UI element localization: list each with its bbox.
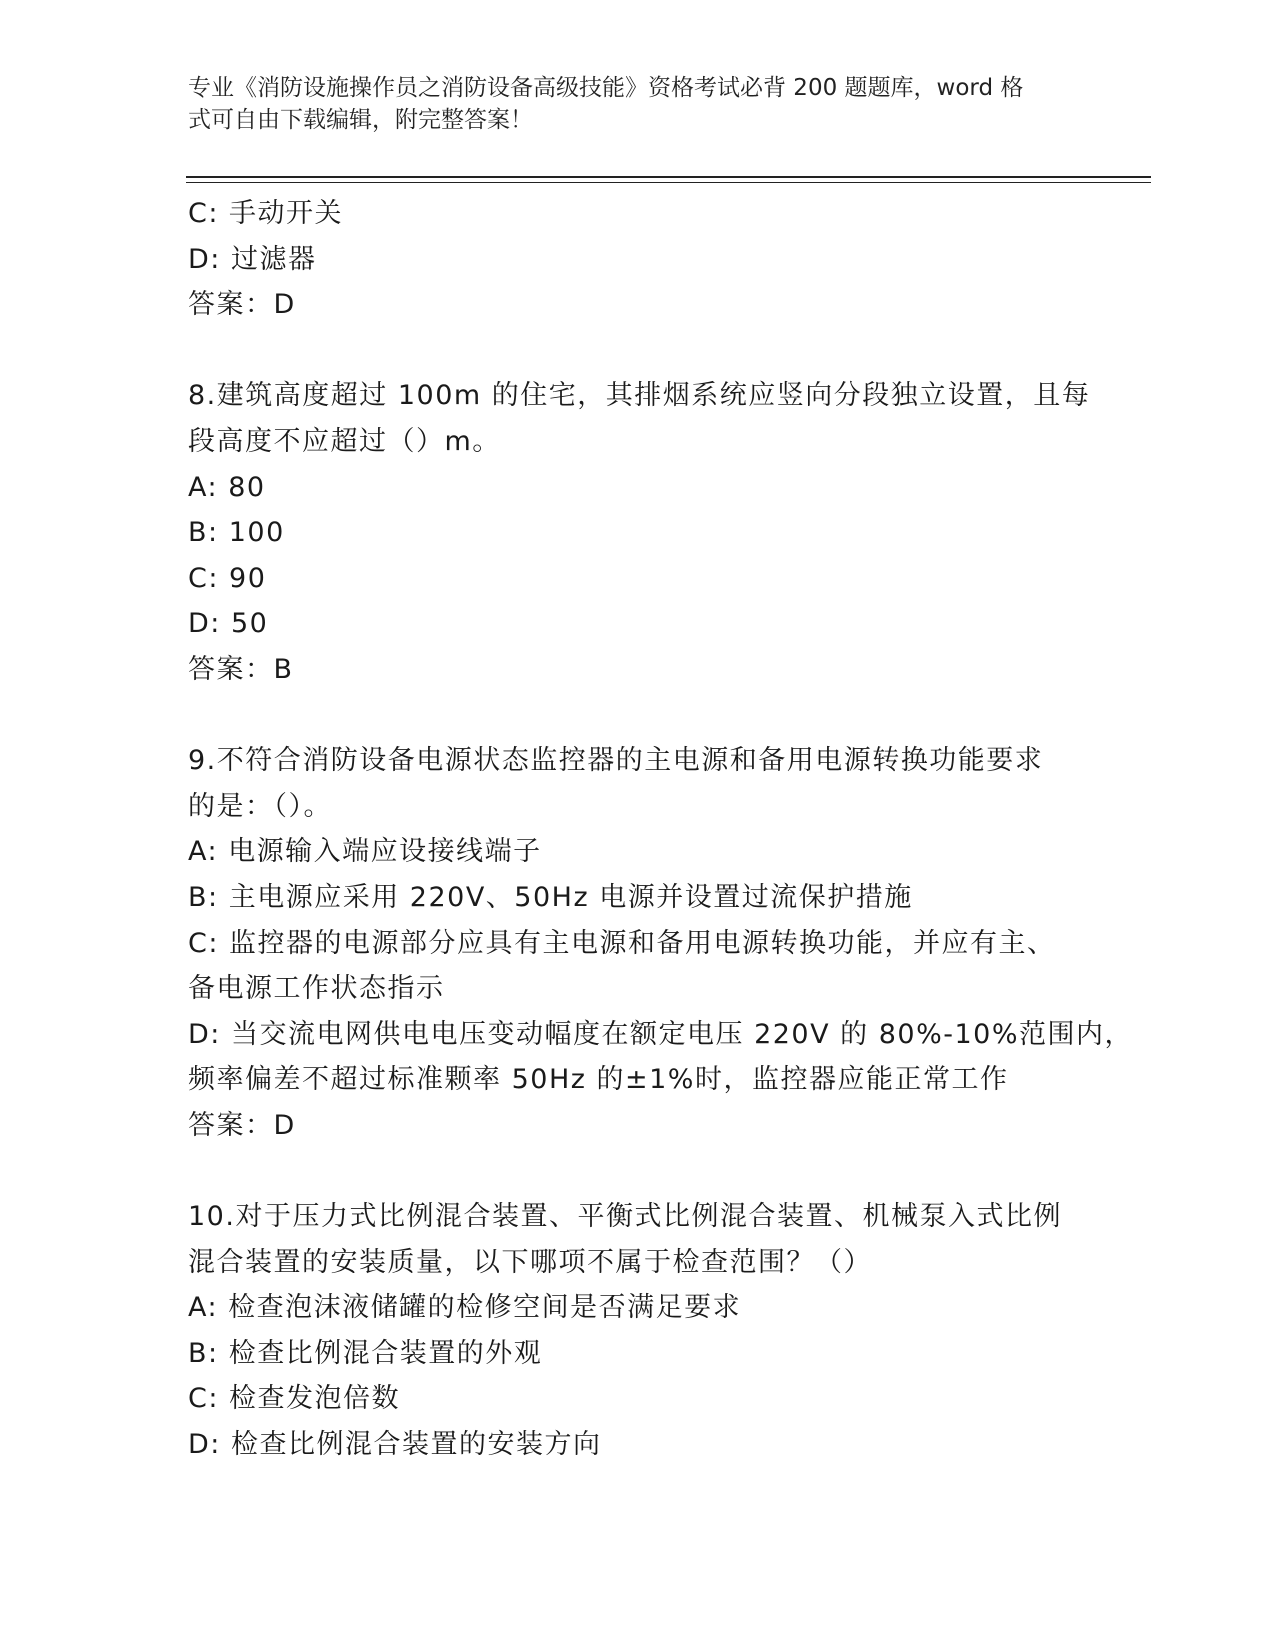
option-d: D: 当交流电网供电电压变动幅度在额定电压 220V 的 80%-10%范围内， [188, 1018, 1134, 1050]
answer-line: 答案：B [188, 653, 294, 685]
document-header [188, 72, 1068, 136]
option-b: B: 主电源应采用 220V、50Hz 电源并设置过流保护措施 [188, 881, 913, 913]
document-body [188, 191, 1134, 1468]
option-c: C: 监控器的电源部分应具有主电源和备用电源转换功能，并应有主、 [188, 927, 1056, 959]
option-d-continuation: 频率偏差不超过标准颗率 50Hz 的±1%时，监控器应能正常工作 [188, 1064, 1009, 1096]
header-rule-thin [186, 182, 1151, 183]
question-stem-line: 的是：（）。 [188, 790, 332, 822]
option-b: B: 检查比例混合装置的外观 [188, 1337, 543, 1369]
option-a: A: 检查泡沫液储罐的检修空间是否满足要求 [188, 1292, 742, 1324]
option-d: D: 过滤器 [188, 243, 317, 275]
question-stem-line: 9.不符合消防设备电源状态监控器的主电源和备用电源转换功能要求 [188, 745, 1044, 777]
answer-line: 答案：D [188, 1109, 296, 1141]
header-rule-thick [186, 176, 1151, 178]
option-a: A: 80 [188, 471, 266, 503]
option-d: D: 50 [188, 608, 269, 640]
question-stem-line: 8.建筑高度超过 100m 的住宅，其排烟系统应竖向分段独立设置，且每 [188, 380, 1091, 412]
option-c: C: 90 [188, 562, 267, 594]
question-stem-line: 段高度不应超过（）m。 [188, 425, 501, 457]
header-line-1: 专业《消防设施操作员之消防设备高级技能》资格考试必背 200 题题库，word 格 [188, 75, 1024, 101]
question-stem-line: 混合装置的安装质量，以下哪项不属于检查范围？（） [188, 1246, 872, 1278]
answer-line: 答案：D [188, 289, 296, 321]
option-c: C: 检查发泡倍数 [188, 1383, 401, 1415]
option-d: D: 检查比例混合装置的安装方向 [188, 1429, 602, 1461]
option-a: A: 电源输入端应设接线端子 [188, 836, 542, 868]
option-b: B: 100 [188, 517, 285, 549]
header-line-2: 式可自由下载编辑，附完整答案！ [188, 107, 533, 133]
option-c: C: 手动开关 [188, 198, 344, 229]
question-stem-line: 10.对于压力式比例混合装置、平衡式比例混合装置、机械泵入式比例 [188, 1201, 1062, 1233]
option-c-continuation: 备电源工作状态指示 [188, 973, 445, 1005]
